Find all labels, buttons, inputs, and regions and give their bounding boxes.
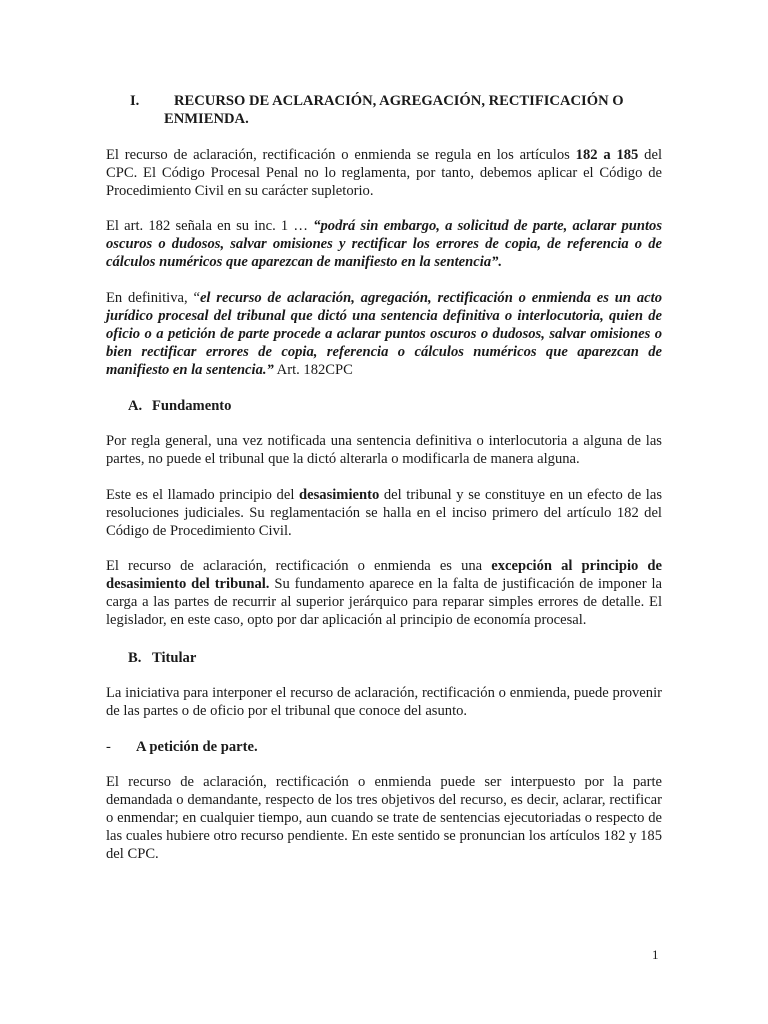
paragraph-4: Por regla general, una vez notificada una sentencia definitiva o interlocutoria a alguna de las partes, no puede el tribunal que la dictó alterarla o modificarla de manera alguna. <box>106 433 662 467</box>
paragraph-3-citation: Art. 182CPC <box>273 362 353 378</box>
subsection-title: A petición de parte. <box>136 739 258 755</box>
subsection-dash: - <box>106 739 111 755</box>
paragraph-3-text: En definitiva, “ <box>106 290 200 306</box>
page-number: 1 <box>652 947 659 962</box>
paragraph-2-text: El art. 182 señala en su inc. 1 … <box>106 218 314 234</box>
paragraph-8: El recurso de aclaración, rectificación o enmienda puede ser interpuesto por la parte demandada o demandante, respecto de los tres objetivos del recurso, es decir, aclarar, rectificar o enmendar; en cualquier tiempo, aun cuando se trate de sentencias ejecutoriadas o respecto de las cuales hubiere otro recurso pendiente. En este sentido se pronuncian los artículos 182 y 185 del CPC. <box>106 774 662 862</box>
heading-number: I. <box>130 93 140 109</box>
paragraph-2-quote: “podrá sin embargo, a solicitud de parte, aclarar puntos oscuros o dudosos, salvar omisiones y rectificar los errores de copia, de referencia o de cálculos numéricos que aparezcan de manifiesto en la sentencia”. <box>106 218 663 270</box>
paragraph-6-bold: excepción al principio de desasimiento del tribunal. <box>106 558 662 592</box>
paragraph-6-text: El recurso de aclaración, rectificación o enmienda es una <box>106 558 492 574</box>
heading-line-1: RECURSO DE ACLARACIÓN, AGREGACIÓN, RECTIFICACIÓN O <box>174 93 624 109</box>
paragraph-6-text-end: Su fundamento aparece en la falta de justificación de imponer la carga a las partes de recurrir al superior jerárquico para reparar simples errores de detalle. El legislador, en este caso, opto por dar aplicación al principio de economía procesal. <box>106 576 663 628</box>
subheading-a-letter: A. <box>128 398 143 414</box>
paragraph-5-text: Este es el llamado principio del <box>106 487 299 503</box>
heading-line-2: ENMIENDA. <box>164 111 249 127</box>
paragraph-1-bold: 182 a 185 <box>575 147 639 163</box>
heading-title <box>164 92 662 128</box>
paragraph-1-text: El recurso de aclaración, rectificación o enmienda se regula en los artículos <box>106 147 576 163</box>
paragraph-7: La iniciativa para interponer el recurso de aclaración, rectificación o enmienda, puede provenir de las partes o de oficio por el tribunal que conoce del asunto. <box>106 685 662 719</box>
paragraph-2 <box>106 217 662 271</box>
subheading-b-letter: B. <box>128 650 142 666</box>
paragraph-1 <box>106 146 662 200</box>
subheading-b-title: Titular <box>152 650 197 666</box>
paragraph-3-quote: el recurso de aclaración, agregación, rectificación o enmienda es un acto jurídico procesal del tribunal que dictó una sentencia definitiva o interlocutoria, quien de oficio o a petición de parte procede a aclarar puntos oscuros o dudosos, salvar omisiones o bien rectificar errores de copia, referencia o cálculos numéricos que aparezcan de manifiesto en la sentencia.” <box>106 290 662 378</box>
paragraph-5-text-end: del tribunal y se constituye en un efecto de las resoluciones judiciales. Su reglamentación se halla en el inciso primero del artículo 182 del Código de Procedimiento Civil. <box>106 487 662 539</box>
paragraph-1-text-end: del CPC. El Código Procesal Penal no lo reglamenta, por tanto, debemos aplicar el Código de Procedimiento Civil en su carácter supletorio. <box>106 147 662 199</box>
paragraph-5 <box>106 486 662 540</box>
subheading-b <box>128 649 196 667</box>
subheading-a <box>128 397 231 415</box>
paragraph-3 <box>106 289 662 379</box>
subheading-a-title: Fundamento <box>152 398 232 414</box>
paragraph-6 <box>106 557 662 629</box>
subsection-heading <box>106 738 258 756</box>
paragraph-5-bold: desasimiento <box>299 487 380 503</box>
